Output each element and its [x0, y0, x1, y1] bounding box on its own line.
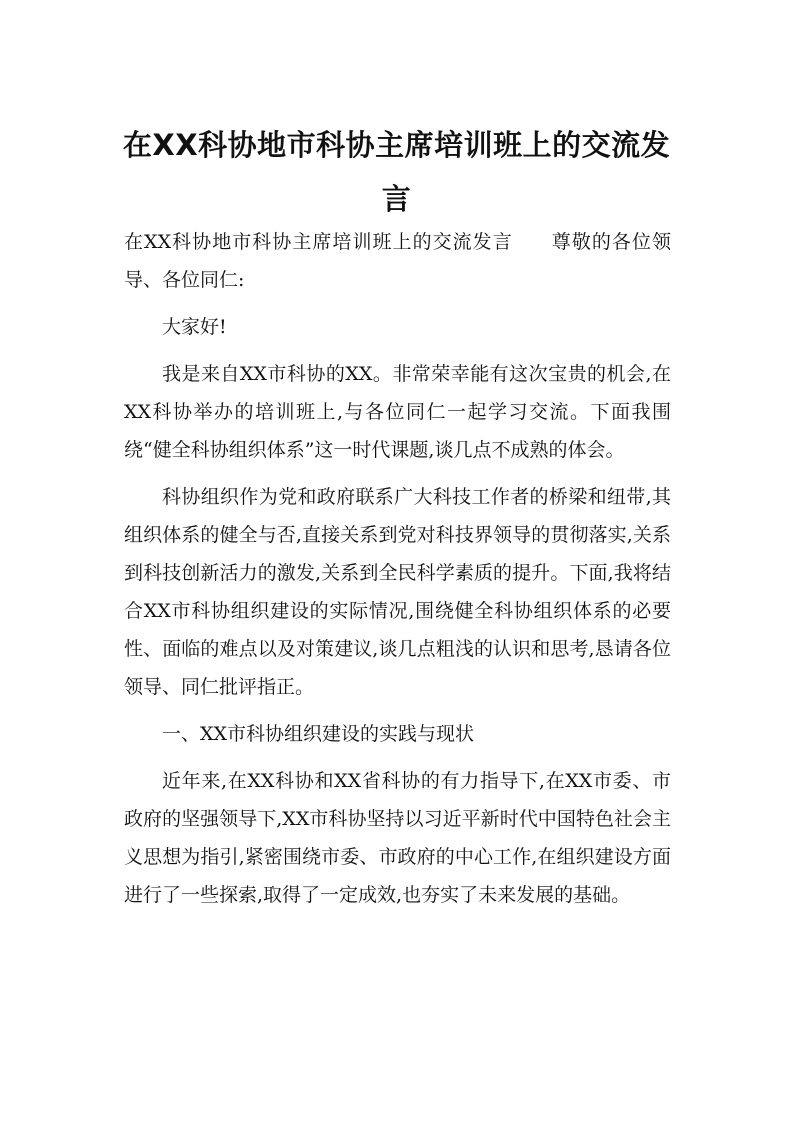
context-paragraph: 科协组织作为党和政府联系广大科技工作者的桥梁和纽带,其组织体系的健全与否,直接关系到党对科技界领导的贯彻落实,关系到科技创新活力的激发,关系到全民科学素质的提升。下面,我将结合XX市科协组织建设的实际情况,围绕健全科协组织体系的必要性、面临的难点以及对策建议,谈几点粗浅的认识和思考,恳请各位领导、同仁批评指正。 [124, 486, 671, 698]
salutation-paragraph [124, 223, 671, 299]
document-title: 在XX科协地市科协主席培训班上的交流发言 [122, 128, 671, 216]
section-paragraph: 近年来,在XX科协和XX省科协的有力指导下,在XX市委、市政府的坚强领导下,XX市科协坚持以习近平新时代中国特色社会主义思想为指引,紧密围绕市委、市政府的中心工作,在组织建设方面进行了一些探索,取得了一定成效,也夯实了未来发展的基础。 [124, 770, 671, 906]
intro-paragraph: 我是来自XX市科协的XX。非常荣幸能有这次宝贵的机会,在XX科协举办的培训班上,与各位同仁一起学习交流。下面我围绕“健全科协组织体系”这一时代课题,谈几点不成熟的体会。 [124, 363, 671, 461]
salutation-rest: 尊敬的各位领导、各位同仁: [124, 231, 671, 291]
section-heading: 一、XX市科协组织建设的实践与现状 [162, 723, 475, 745]
document-body [124, 223, 671, 923]
salutation-lead: 在XX科协地市科协主席培训班上的交流发言 [124, 231, 513, 253]
greeting-paragraph: 大家好! [162, 316, 227, 338]
